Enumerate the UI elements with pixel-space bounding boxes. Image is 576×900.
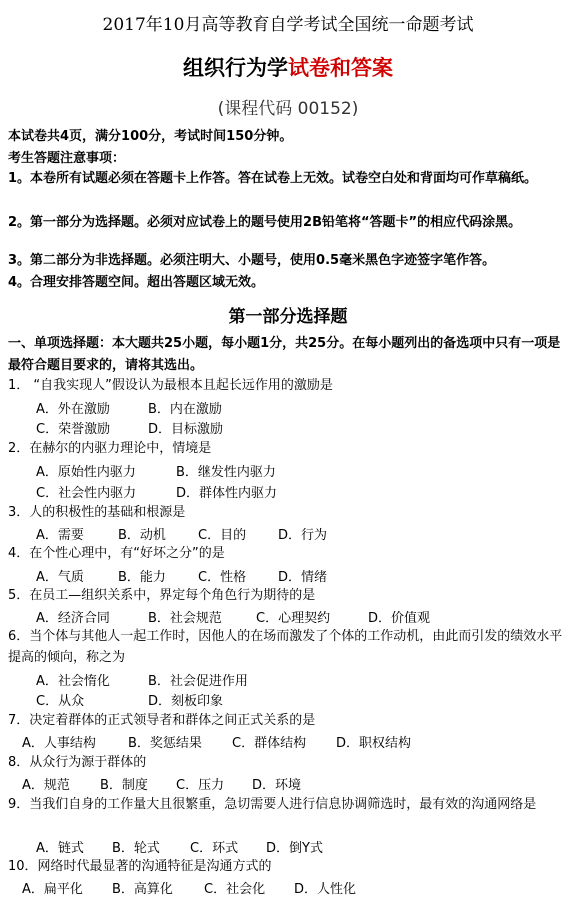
q2-option-b: B．继发性内驱力 — [176, 465, 276, 480]
paper-title — [0, 52, 576, 82]
q10-option-d: D．人性化 — [294, 882, 357, 897]
q7-option-d: D．职权结构 — [336, 736, 412, 751]
note-4: 4。合理安排答题空间。超出答题区域无效。 — [8, 275, 265, 290]
question-5: 5．在员工—组织关系中，界定每个角色行为期待的是 — [8, 588, 316, 603]
note-1: 1。本卷所有试题必须在答题卡上作答。答在试卷上无效。试卷空白处和背面均可作草稿纸。 — [8, 171, 538, 186]
q3-option-b: B．动机 — [118, 528, 166, 543]
q9-option-d: D．倒Y式 — [266, 841, 323, 856]
q4-option-d: D．情绪 — [278, 570, 328, 585]
q5-option-d: D．价值观 — [368, 611, 431, 626]
q4-option-c: C．性格 — [198, 570, 247, 585]
q1-option-b: B．内在激励 — [148, 402, 222, 417]
q4-option-a: A．气质 — [36, 570, 84, 585]
q10-option-c: C．社会化 — [204, 882, 266, 897]
q2-option-c: C．社会性内驱力 — [36, 486, 137, 501]
question-10: 10．网络时代最显著的沟通特征是沟通方式的 — [8, 859, 272, 874]
q8-option-a: A．规范 — [22, 778, 70, 793]
question-1: 1． “自我实现人”假设认为最根本且起长远作用的激励是 — [8, 378, 333, 393]
question-6: 6．当个体与其他人一起工作时，因他人的在场而激发了个体的工作动机，由此而引发的绩效水平提高的倾向，称之为 — [8, 629, 563, 665]
intro-line2: 考生答题注意事项： — [8, 151, 126, 166]
question-3: 3．人的积极性的基础和根源是 — [8, 505, 186, 520]
q8-option-c: C．压力 — [176, 778, 225, 793]
q8-option-b: B．制度 — [100, 778, 148, 793]
q9-option-c: C．环式 — [190, 841, 239, 856]
q2-option-d: D．群体性内驱力 — [176, 486, 278, 501]
q1-option-d: D．目标激励 — [148, 422, 224, 437]
q5-option-a: A．经济合同 — [36, 611, 110, 626]
q1-option-a: A．外在激励 — [36, 402, 110, 417]
q5-option-c: C．心理契约 — [256, 611, 331, 626]
q7-option-a: A．人事结构 — [22, 736, 96, 751]
question-9: 9．当我们自身的工作量大且很繁重，急切需要人进行信息协调筛选时，最有效的沟通网络是 — [8, 797, 537, 812]
q9-option-a: A．链式 — [36, 841, 84, 856]
q10-option-a: A．扁平化 — [22, 882, 83, 897]
q1-option-c: C．荣誉激励 — [36, 422, 111, 437]
note-2: 2。第一部分为选择题。必须对应试卷上的题号使用2B铅笔将“答题卡”的相应代码涂黑。 — [8, 215, 522, 230]
question-2: 2．在赫尔的内驱力理论中，情境是 — [8, 441, 212, 456]
note-3: 3。第二部分为非选择题。必须注明大、小题号，使用0.5毫米黑色字迹签字笔作答。 — [8, 253, 496, 268]
question-8: 8．从众行为源于群体的 — [8, 755, 147, 770]
q6-option-b: B．社会促进作用 — [148, 674, 248, 689]
title-red: 试卷和答案 — [288, 56, 393, 80]
q4-option-b: B．能力 — [118, 570, 166, 585]
q6-option-c: C．从众 — [36, 694, 85, 709]
q8-option-d: D．环境 — [252, 778, 302, 793]
course-code: (课程代码 00152) — [217, 99, 359, 119]
q3-option-c: C．目的 — [198, 528, 247, 543]
q3-option-a: A．需要 — [36, 528, 84, 543]
q2-option-a: A．原始性内驱力 — [36, 465, 136, 480]
q3-option-d: D．行为 — [278, 528, 328, 543]
section-title: 第一部分选择题 — [228, 307, 348, 327]
exam-header-line: 2017年10月高等教育自学考试全国统一命题考试 — [102, 15, 474, 35]
q9-option-b: B．轮式 — [112, 841, 160, 856]
intro-line1: 本试卷共4页，满分100分，考试时间150分钟。 — [8, 129, 293, 144]
q6-option-a: A．社会惰化 — [36, 674, 110, 689]
question-7: 7．决定着群体的正式领导者和群体之间正式关系的是 — [8, 713, 316, 728]
title-main: 组织行为学 — [183, 56, 288, 80]
q6-option-d: D．刻板印象 — [148, 694, 224, 709]
question-4: 4．在个性心理中，有“好坏之分”的是 — [8, 546, 225, 561]
q7-option-b: B．奖惩结果 — [128, 736, 202, 751]
q7-option-c: C．群体结构 — [232, 736, 307, 751]
section-instructions: 一、单项选择题：本大题共25小题，每小题1分，共25分。在每小题列出的备选项中只有一项是最符合题目要求的，请将其选出。 — [8, 336, 561, 373]
q10-option-b: B．高算化 — [112, 882, 173, 897]
q5-option-b: B．社会规范 — [148, 611, 222, 626]
